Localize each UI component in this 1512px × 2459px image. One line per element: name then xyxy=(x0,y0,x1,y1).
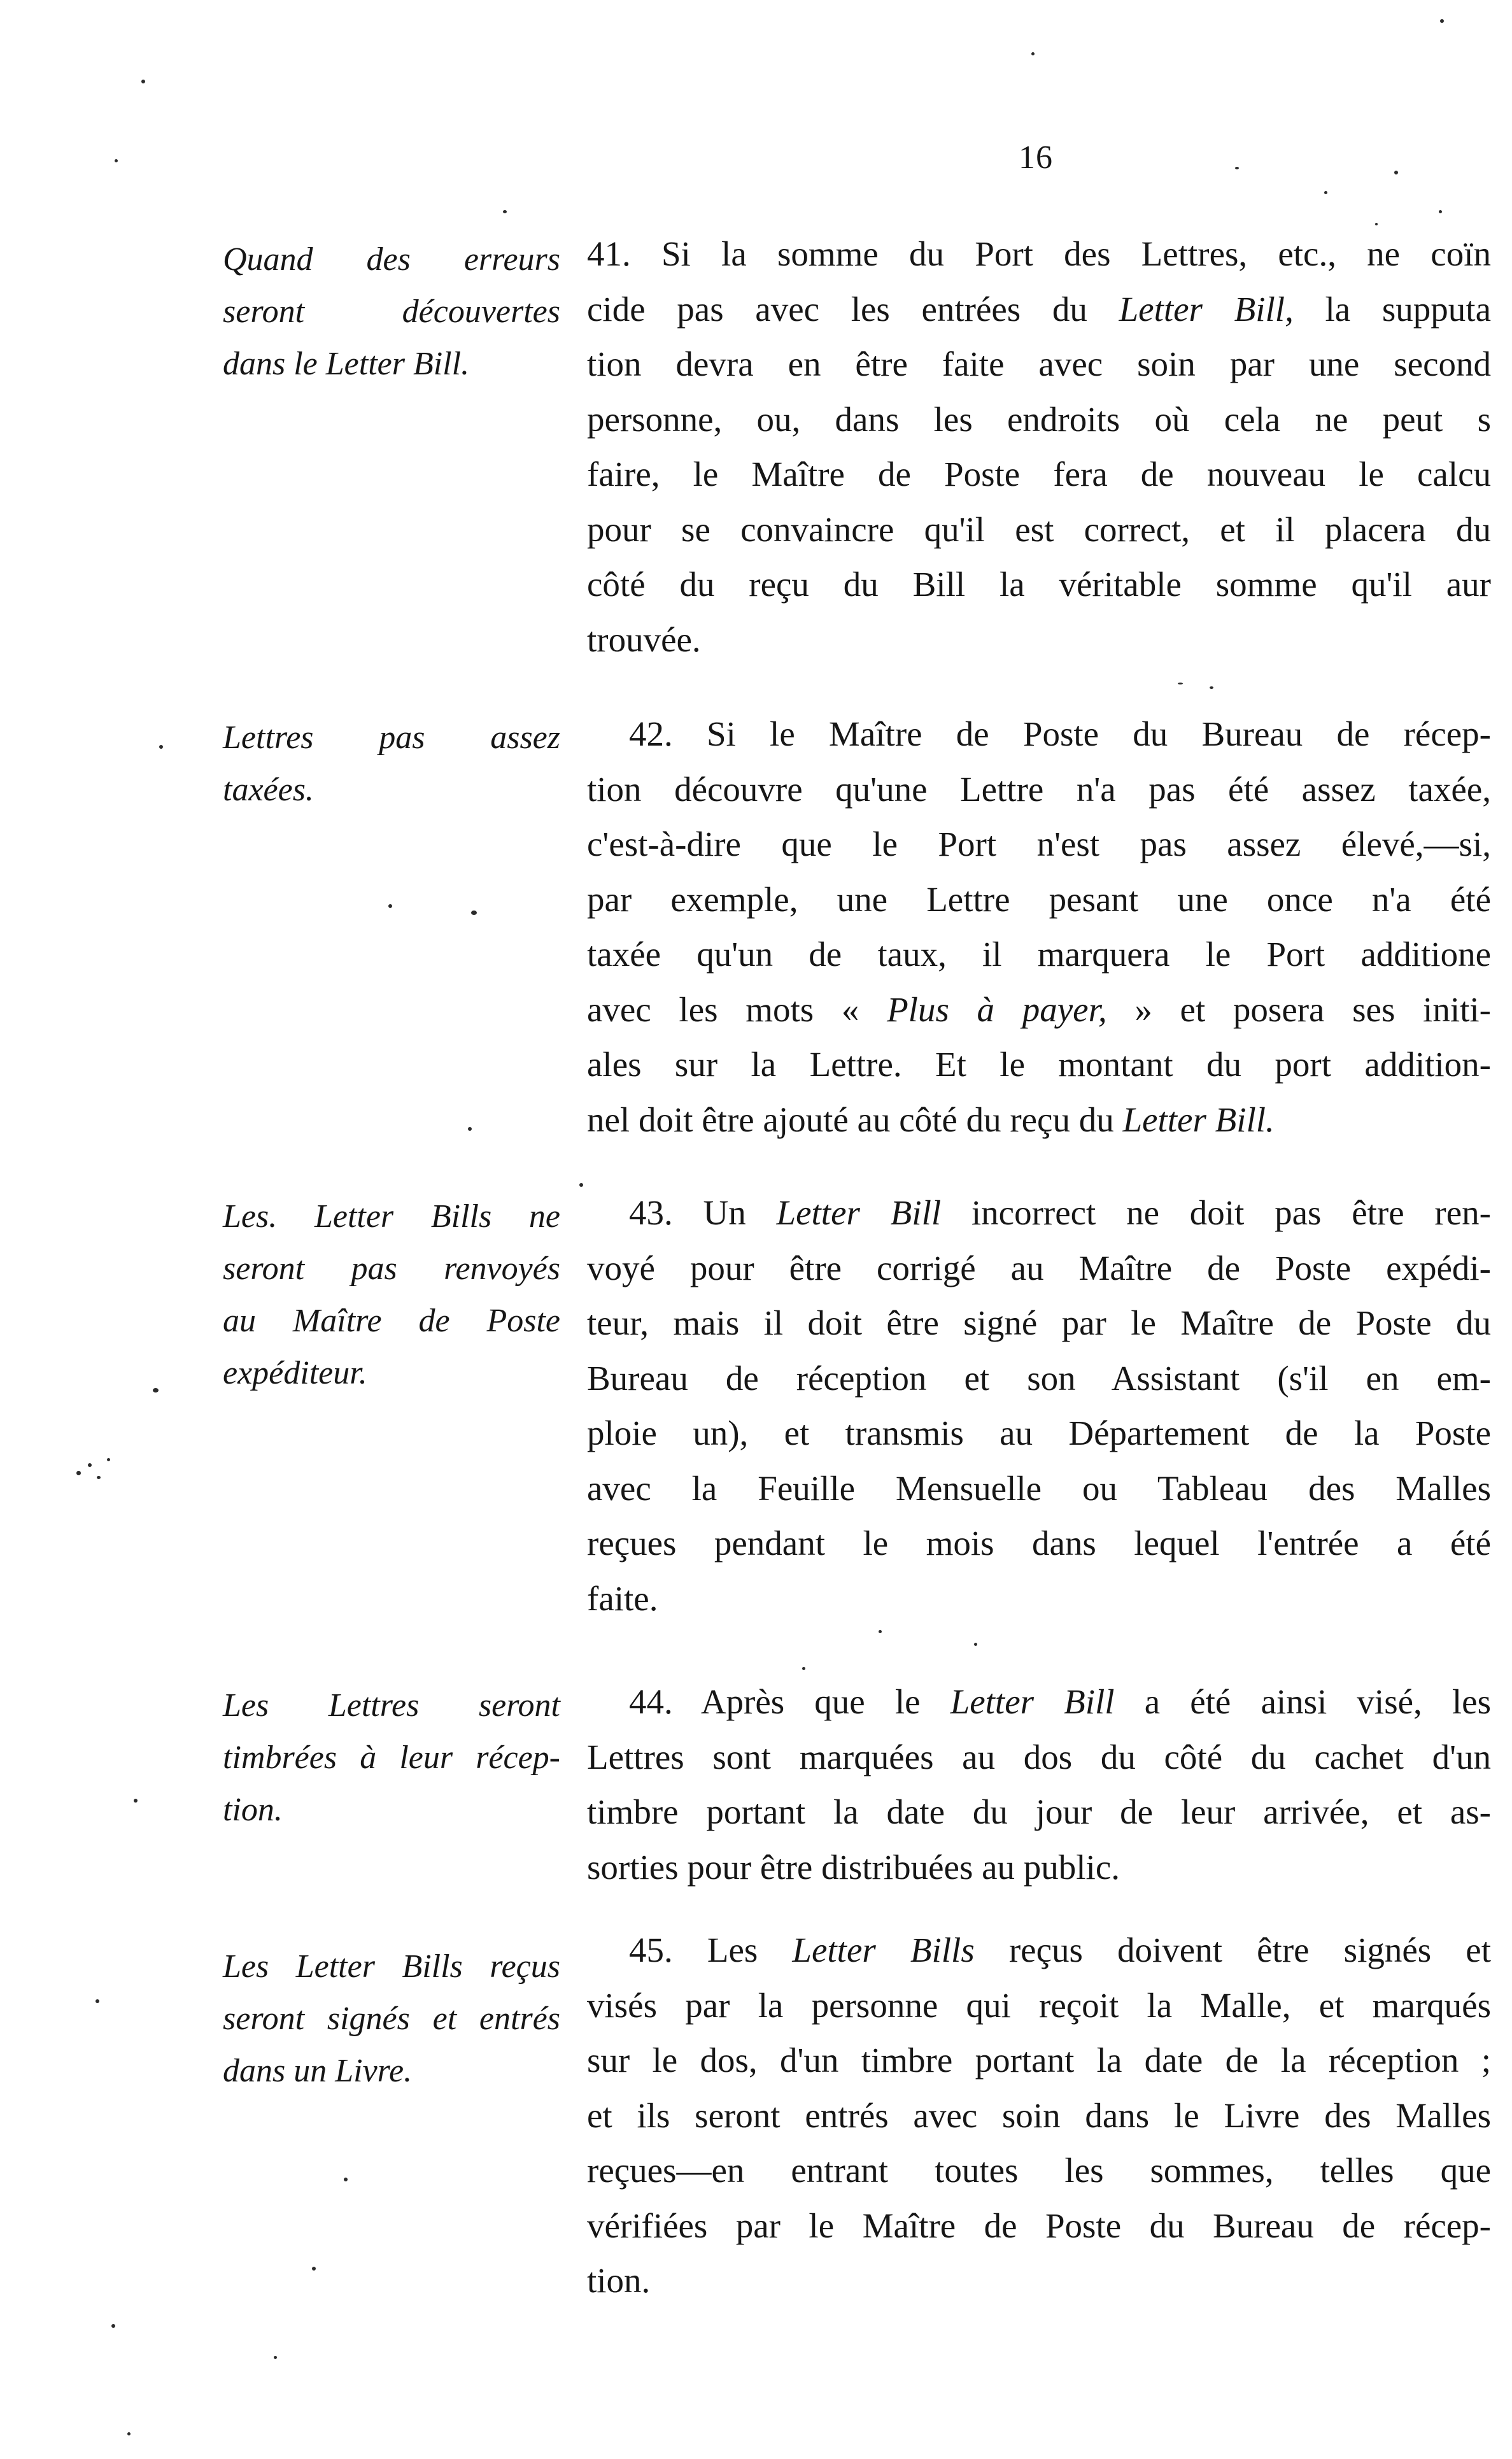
scan-speck xyxy=(344,2178,348,2181)
scan-speck xyxy=(879,1630,882,1633)
paragraph-line: tion découvre qu'une Lettre n'a pas été assez taxée, xyxy=(587,769,1491,809)
paragraph-line: cide pas avec les entrées du Letter Bill, la supputa xyxy=(587,289,1491,329)
scan-speck xyxy=(159,745,163,749)
margin-note-41 xyxy=(223,234,560,390)
note-line: seront pas renvoyés xyxy=(223,1251,560,1287)
paragraph-line: tion devra en être faite avec soin par une second xyxy=(587,344,1491,383)
note-line: expéditeur. xyxy=(223,1355,367,1391)
scan-speck xyxy=(312,2267,316,2271)
paragraph-line: Bureau de réception et son Assistant (s'il en em- xyxy=(587,1358,1491,1398)
paragraph-line: nel doit être ajouté au côté du reçu du Letter Bill. xyxy=(587,1100,1275,1139)
note-line: au Maître de Poste xyxy=(223,1303,560,1339)
scan-speck xyxy=(1394,171,1398,174)
scan-speck xyxy=(471,911,477,915)
paragraph-line: avec la Feuille Mensuelle ou Tableau des Malles xyxy=(587,1468,1491,1508)
page-number: 16 xyxy=(1019,139,1053,176)
paragraph-line: faire, le Maître de Poste fera de nouveau le calcu xyxy=(587,455,1491,493)
scan-speck xyxy=(111,2324,115,2328)
scan-speck xyxy=(1178,683,1183,684)
paragraph-line: personne, ou, dans les endroits où cela ne peut s xyxy=(587,399,1491,439)
scan-speck xyxy=(468,1127,472,1131)
scan-speck xyxy=(134,1799,138,1803)
scan-speck xyxy=(388,904,392,908)
paragraph-line: sur le dos, d'un timbre portant la date de la réception ; xyxy=(587,2041,1491,2080)
scan-speck xyxy=(107,1458,110,1461)
margin-note-43 xyxy=(223,1191,560,1400)
paragraph-42 xyxy=(587,707,1491,1147)
note-line: Les Lettres seront xyxy=(223,1687,560,1724)
scan-speck xyxy=(97,1476,101,1479)
note-line: Lettres pas assez xyxy=(223,719,560,756)
paragraph-line: voyé pour être corrigé au Maître de Poste expédi- xyxy=(587,1248,1491,1287)
scan-speck xyxy=(1440,19,1444,23)
paragraph-line: reçues pendant le mois dans lequel l'entrée a été xyxy=(587,1524,1491,1563)
scan-speck xyxy=(76,1471,81,1475)
scan-speck xyxy=(141,80,145,83)
paragraph-line: 44. Après que le Letter Bill a été ainsi visé, les xyxy=(629,1682,1491,1721)
scan-speck xyxy=(88,1463,92,1467)
paragraph-line: visés par la personne qui reçoit la Malle, et marqués xyxy=(587,1985,1491,2025)
scan-speck xyxy=(1210,686,1213,689)
paragraph-line: et ils seront entrés avec soin dans le Livre des Malles xyxy=(587,2095,1491,2135)
scan-speck xyxy=(1031,52,1035,55)
scan-speck xyxy=(1235,167,1239,169)
paragraph-line: vérifiées par le Maître de Poste du Bureau de récep- xyxy=(587,2206,1491,2245)
scan-speck xyxy=(974,1643,977,1646)
scan-speck xyxy=(1324,191,1327,194)
note-line: taxées. xyxy=(223,772,314,808)
paragraph-45 xyxy=(587,1923,1491,2309)
note-line: tion. xyxy=(223,1792,283,1828)
scan-speck xyxy=(274,2356,277,2359)
note-line: Les Letter Bills reçus xyxy=(223,1948,560,1985)
paragraph-line: ales sur la Lettre. Et le montant du port addition- xyxy=(587,1045,1491,1084)
paragraph-line: 45. Les Letter Bills reçus doivent être signés et xyxy=(629,1931,1491,1969)
paragraph-44 xyxy=(587,1675,1491,1895)
margin-note-45 xyxy=(223,1941,560,2097)
paragraph-line: taxée qu'un de taux, il marquera le Port additione xyxy=(587,935,1491,974)
paragraph-line: pour se convaincre qu'il est correct, et il placera du xyxy=(587,509,1491,549)
scan-speck xyxy=(1375,223,1378,225)
paragraph-line: reçues—en entrant toutes les sommes, telles que xyxy=(587,2151,1491,2190)
paragraph-line: sorties pour être distribuées au public. xyxy=(587,1847,1120,1887)
scan-speck xyxy=(503,210,507,213)
scan-speck xyxy=(95,1999,99,2003)
scan-speck xyxy=(579,1183,583,1187)
paragraph-line: trouvée. xyxy=(587,620,701,659)
paragraph-line: 41. Si la somme du Port des Lettres, etc., ne coïn xyxy=(587,234,1491,273)
paragraph-line: par exemple, une Lettre pesant une once n'a été xyxy=(587,879,1491,919)
note-line: seront signés et entrés xyxy=(223,2001,560,2037)
paragraph-line: ploie un), et transmis au Département de la Poste xyxy=(587,1414,1491,1452)
paragraph-line: timbre portant la date du jour de leur arrivée, et as- xyxy=(587,1792,1491,1831)
note-line: dans le Letter Bill. xyxy=(223,346,470,382)
scan-speck xyxy=(127,2432,131,2435)
scan-speck xyxy=(802,1667,805,1670)
scan-speck xyxy=(115,159,118,162)
paragraph-43 xyxy=(587,1186,1491,1626)
paragraph-line: Lettres sont marquées au dos du côté du cachet d'un xyxy=(587,1737,1491,1776)
note-line: timbrées à leur récep- xyxy=(223,1740,560,1776)
margin-note-42 xyxy=(223,712,560,816)
paragraph-line: avec les mots « Plus à payer, » et posera ses initi- xyxy=(587,989,1491,1029)
paragraph-line: 42. Si le Maître de Poste du Bureau de récep- xyxy=(629,714,1491,753)
paragraph-41 xyxy=(587,227,1491,667)
note-line: dans un Livre. xyxy=(223,2053,413,2089)
paragraph-line: 43. Un Letter Bill incorrect ne doit pas être ren- xyxy=(629,1193,1491,1232)
margin-note-44 xyxy=(223,1680,560,1836)
paragraph-line: tion. xyxy=(587,2261,651,2300)
paragraph-line: faite. xyxy=(587,1578,658,1618)
paragraph-line: c'est-à-dire que le Port n'est pas assez élevé,—si, xyxy=(587,825,1491,863)
note-line: seront découvertes xyxy=(223,294,560,330)
scan-speck xyxy=(153,1388,159,1392)
paragraph-line: côté du reçu du Bill la véritable somme qu'il aur xyxy=(587,565,1491,604)
paragraph-line: teur, mais il doit être signé par le Maître de Poste du xyxy=(587,1303,1491,1342)
scan-speck xyxy=(1439,210,1442,213)
note-line: Les. Letter Bills ne xyxy=(223,1198,560,1235)
note-line: Quand des erreurs xyxy=(223,241,560,278)
